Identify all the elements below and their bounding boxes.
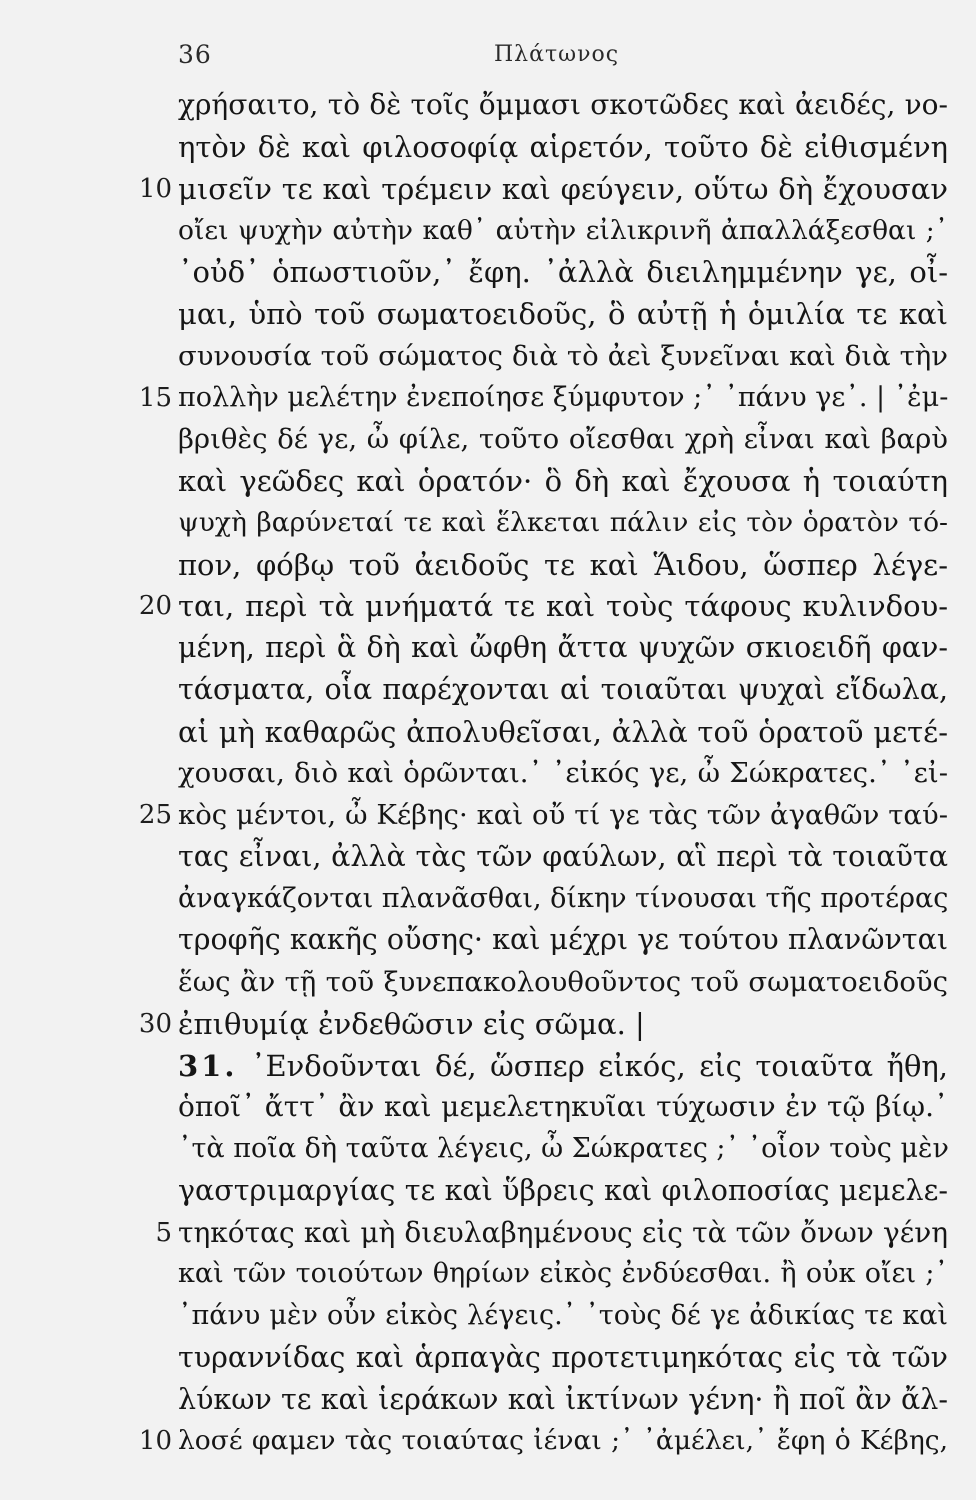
line-number: 10 [138,174,172,204]
text-line: λοσέ φαμεν τὰς τοιαύτας ἰέναι ;᾽ ᾽ἀμέλει,᾽ ἔφη ὁ Κέβης, [178,1425,948,1456]
text-line: κὸς μέντοι, ὦ Κέβης· καὶ οὔ τί γε τὰς τῶν ἀγαθῶν ταύ- [178,799,948,831]
page-header [0,38,976,78]
text-line: τας εἶναι, ἀλλὰ τὰς τῶν φαύλων, αἳ περὶ τὰ τοιαῦτα [178,840,948,873]
text-line: αἱ μὴ καθαρῶς ἀπολυθεῖσαι, ἀλλὰ τοῦ ὁρατοῦ μετέ- [178,715,948,749]
line-number: 5 [155,1218,172,1248]
text-line: λύκων τε καὶ ἱεράκων καὶ ἰκτίνων γένη· ἢ ποῖ ἂν ἄλ- [178,1383,948,1416]
text-line: πον, φόβῳ τοῦ ἀειδοῦς τε καὶ Ἅιδου, ὥσπερ λέγε- [178,548,948,582]
text-line: ψυχὴ βαρύνεταί τε καὶ ἕλκεται πάλιν εἰς τὸν ὁρατὸν τό- [178,507,948,538]
page-number: 36 [178,40,212,69]
text-line: μένη, περὶ ἃ δὴ καὶ ὤφθη ἄττα ψυχῶν σκιοειδῆ φαν- [178,631,948,664]
line-number: 20 [138,591,172,621]
text-line: γαστριμαργίας τε καὶ ὕβρεις καὶ φιλοποσίας μεμελε- [178,1174,948,1207]
text-line: συνουσία τοῦ σώματος διὰ τὸ ἀεὶ ξυνεῖναι καὶ διὰ τὴν [178,340,948,372]
text-line: ἀναγκάζονται πλανᾶσθαι, δίκην τίνουσαι τῆς προτέρας [178,883,949,914]
text-line: χουσαι, διὸ καὶ ὁρῶνται.᾽ ᾽εἰκός γε, ὦ Σώκρατες.᾽ ᾽εἰ- [178,757,948,789]
text-line: ᾽πάνυ μὲν οὖν εἰκὸς λέγεις.᾽ ᾽τοὺς δέ γε ἀδικίας τε καὶ [178,1300,948,1331]
line-number: 10 [138,1426,172,1456]
text-line: τηκότας καὶ μὴ διευλαβημένους εἰς τὰ τῶν ὄνων γένη [178,1216,948,1249]
text-line: ᾽οὐδ᾽ ὁπωστιοῦν,᾽ ἔφη. ᾽ἀλλὰ διειλημμένην γε, οἶ- [178,255,948,289]
text-line: καὶ γεῶδες καὶ ὁρατόν· ὃ δὴ καὶ ἔχουσα ἡ τοιαύτη [178,464,948,498]
text-line: οἴει ψυχὴν αὐτὴν καθ᾽ αὑτὴν εἰλικρινῆ ἀπαλλάξεσθαι ;᾽ [178,215,948,246]
line-number: 25 [138,800,172,830]
line-number: 30 [138,1009,172,1039]
text-line: ται, περὶ τὰ μνήματά τε καὶ τοὺς τάφους κυλινδου- [178,589,948,623]
text-line: ἐπιθυμίᾳ ἐνδεθῶσιν εἰς σῶμα. | [178,1007,645,1041]
text-line: πολλὴν μελέτην ἐνεποίησε ξύμφυτον ;᾽ ᾽πάνυ γε᾽. | ᾽ἐμ- [178,382,949,413]
text-line: τυραννίδας καὶ ἁρπαγὰς προτετιμηκότας εἰς τὰ τῶν [178,1341,948,1374]
text-line: ητὸν δὲ καὶ φιλοσοφίᾳ αἱρετόν, τοῦτο δὲ εἰθισμένη [178,130,948,164]
text-line: καὶ τῶν τοιούτων θηρίων εἰκὸς ἐνδύεσθαι. ἢ οὐκ οἴει ;᾽ [178,1258,948,1289]
text-line: ἕως ἂν τῇ τοῦ ξυνεπακολουθοῦντος τοῦ σωματοειδοῦς [178,966,948,998]
text-line: μισεῖν τε καὶ τρέμειν καὶ φεύγειν, οὕτω δὴ ἔχουσαν [178,172,948,206]
text-line: τάσματα, οἷα παρέχονται αἱ τοιαῦται ψυχαὶ εἴδωλα, [178,673,948,706]
text-line: ὁποῖ᾽ ἄττ᾽ ἂν καὶ μεμελετηκυῖαι τύχωσιν ἐν τῷ βίῳ.᾽ [178,1090,948,1123]
section-first-line: 31. ᾽Ενδοῦνται δέ, ὥσπερ εἰκός, εἰς τοιαῦτα ἤθη, [178,1049,948,1083]
text-line: τροφῆς κακῆς οὔσης· καὶ μέχρι γε τούτου πλανῶνται [178,923,948,956]
text-line: μαι, ὑπὸ τοῦ σωματοειδοῦς, ὃ αὐτῇ ἡ ὁμιλία τε καὶ [178,297,948,331]
text-line: ᾽τὰ ποῖα δὴ ταῦτα λέγεις, ὦ Σώκρατες ;᾽ ᾽οἷον τοὺς μὲν [178,1133,949,1164]
section-number: 31. [178,1049,238,1083]
running-head: Πλάτωνος [494,42,620,67]
line-number: 15 [138,383,172,413]
text-line: βριθὲς δέ γε, ὦ φίλε, τοῦτο οἴεσθαι χρὴ εἶναι καὶ βαρὺ [178,423,948,455]
text-line: χρήσαιτο, τὸ δὲ τοῖς ὄμμασι σκοτῶδες καὶ ἀειδές, νο- [178,88,948,121]
